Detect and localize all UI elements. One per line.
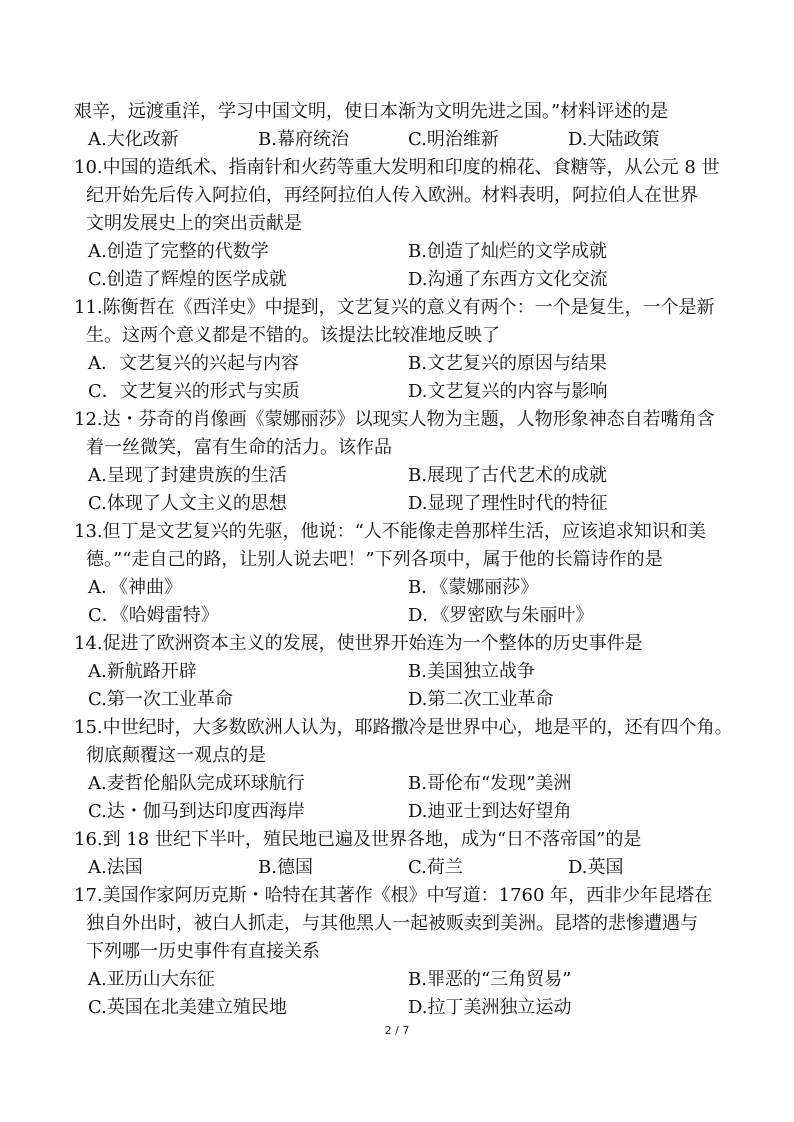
q16-options bbox=[74, 854, 724, 882]
q9-options bbox=[74, 126, 724, 154]
q17-options-row-2 bbox=[74, 994, 724, 1022]
q11-option-c: C．文艺复兴的形式与实质 bbox=[88, 381, 300, 402]
page-number: 2 / 7 bbox=[384, 1024, 410, 1037]
q17-option-c: C.英国在北美建立殖民地 bbox=[88, 997, 287, 1018]
q10-option-c: C.创造了辉煌的医学成就 bbox=[88, 269, 287, 290]
q16-option-a: A.法国 bbox=[88, 857, 143, 878]
q13-options-row-1 bbox=[74, 574, 724, 602]
q17-stem-line-3: 下列哪一历史事件有直接关系 bbox=[86, 941, 320, 962]
q10-option-a: A.创造了完整的代数学 bbox=[88, 241, 269, 262]
q12-options-row-1 bbox=[74, 462, 724, 490]
q14-stem-line-1: 14.促进了欧洲资本主义的发展，使世界开始连为一个整体的历史事件是 bbox=[74, 633, 643, 654]
q17-stem-line-2: 独自外出时，被白人抓走，与其他黑人一起被贩卖到美洲。昆塔的悲惨遭遇与 bbox=[86, 913, 698, 934]
q12-option-c: C.体现了人文主义的思想 bbox=[88, 493, 287, 514]
q10-option-d: D.沟通了东西方文化交流 bbox=[408, 269, 608, 290]
q13-stem-line-1: 13.但丁是文艺复兴的先驱，他说：“人不能像走兽那样生活，应该追求知识和美 bbox=[74, 521, 706, 542]
q11-option-b: B.文艺复兴的原因与结果 bbox=[408, 353, 607, 374]
q13-stem-line-2: 德。”“走自己的路，让别人说去吧！”下列各项中，属于他的长篇诗作的是 bbox=[86, 549, 663, 570]
q11-stem-line-2: 生。这两个意义都是不错的。该提法比较准地反映了 bbox=[86, 325, 500, 346]
q14-option-d: D.第二次工业革命 bbox=[408, 689, 554, 710]
q16-stem-line-1: 16.到 18 世纪下半叶，殖民地已遍及世界各地，成为“日不落帝国”的是 bbox=[74, 829, 642, 850]
q10-options-row-2 bbox=[74, 266, 724, 294]
q13-option-b: B．《蒙娜丽莎》 bbox=[408, 577, 539, 598]
q15-option-c: C.达・伽马到达印度西海岸 bbox=[88, 801, 305, 822]
q13-option-a: A．《神曲》 bbox=[88, 577, 182, 598]
q9-option-c: C.明治维新 bbox=[408, 129, 499, 150]
q9-option-d: D.大陆政策 bbox=[568, 129, 660, 150]
q11-option-a: A．文艺复兴的兴起与内容 bbox=[88, 353, 299, 374]
q14-option-b: B.美国独立战争 bbox=[408, 661, 535, 682]
q14-option-c: C.第一次工业革命 bbox=[88, 689, 233, 710]
q15-stem-line-1: 15.中世纪时，大多数欧洲人认为，耶路撒冷是世界中心，地是平的，还有四个角。 bbox=[74, 717, 733, 738]
q11-stem-line-1: 11.陈衡哲在《西洋史》中提到，文艺复兴的意义有两个：一个是复生，一个是新 bbox=[74, 297, 715, 318]
q10-stem-line-2: 纪开始先后传入阿拉伯，再经阿拉伯人传入欧洲。材料表明，阿拉伯人在世界 bbox=[86, 185, 698, 206]
q12-options-row-2 bbox=[74, 490, 724, 518]
q9-option-a: A.大化改新 bbox=[88, 129, 179, 150]
q12-option-b: B.展现了古代艺术的成就 bbox=[408, 465, 607, 486]
q13-options-row-2 bbox=[74, 602, 724, 630]
q17-stem-line-1: 17.美国作家阿历克斯・哈特在其著作《根》中写道：1760 年，西非少年昆塔在 bbox=[74, 885, 713, 906]
q15-stem-line-2: 彻底颠覆这一观点的是 bbox=[86, 745, 266, 766]
q15-option-b: B.哥伦布“发现”美洲 bbox=[408, 773, 572, 794]
q10-option-b: B.创造了灿烂的文学成就 bbox=[408, 241, 607, 262]
q13-option-c: C．《哈姆雷特》 bbox=[88, 605, 219, 626]
q10-stem-line-3: 文明发展史上的突出贡献是 bbox=[86, 213, 302, 234]
q9-option-b: B.幕府统治 bbox=[258, 129, 349, 150]
q9-stem-tail: 艰辛，远渡重洋，学习中国文明，使日本渐为文明先进之国。”材料评述的是 bbox=[74, 101, 669, 122]
q12-option-a: A.呈现了封建贵族的生活 bbox=[88, 465, 287, 486]
q12-stem-line-1: 12.达・芬奇的肖像画《蒙娜丽莎》以现实人物为主题，人物形象神态自若嘴角含 bbox=[74, 409, 715, 430]
q10-options-row-1 bbox=[74, 238, 724, 266]
q16-option-b: B.德国 bbox=[258, 857, 313, 878]
q15-options-row-1 bbox=[74, 770, 724, 798]
q12-option-d: D.显现了理性时代的特征 bbox=[408, 493, 608, 514]
q17-option-a: A.亚历山大东征 bbox=[88, 969, 215, 990]
q11-options-row-1 bbox=[74, 350, 724, 378]
q14-options-row-2 bbox=[74, 686, 724, 714]
q10-stem-line-1: 10.中国的造纸术、指南针和火药等重大发明和印度的棉花、食糖等，从公元 8 世 bbox=[74, 157, 720, 178]
q15-option-a: A.麦哲伦船队完成环球航行 bbox=[88, 773, 305, 794]
q11-option-d: D.文艺复兴的内容与影响 bbox=[408, 381, 608, 402]
q17-option-b: B.罪恶的“三角贸易” bbox=[408, 969, 572, 990]
q15-option-d: D.迪亚士到达好望角 bbox=[408, 801, 572, 822]
q16-option-c: C.荷兰 bbox=[408, 857, 463, 878]
q17-options-row-1 bbox=[74, 966, 724, 994]
q17-option-d: D.拉丁美洲独立运动 bbox=[408, 997, 572, 1018]
q14-option-a: A.新航路开辟 bbox=[88, 661, 197, 682]
q14-options-row-1 bbox=[74, 658, 724, 686]
q13-option-d: D．《罗密欧与朱丽叶》 bbox=[408, 605, 594, 626]
q15-options-row-2 bbox=[74, 798, 724, 826]
q16-option-d: D.英国 bbox=[568, 857, 624, 878]
q12-stem-line-2: 着一丝微笑，富有生命的活力。该作品 bbox=[86, 437, 392, 458]
exam-page bbox=[74, 98, 733, 1022]
q11-options-row-2 bbox=[74, 378, 724, 406]
